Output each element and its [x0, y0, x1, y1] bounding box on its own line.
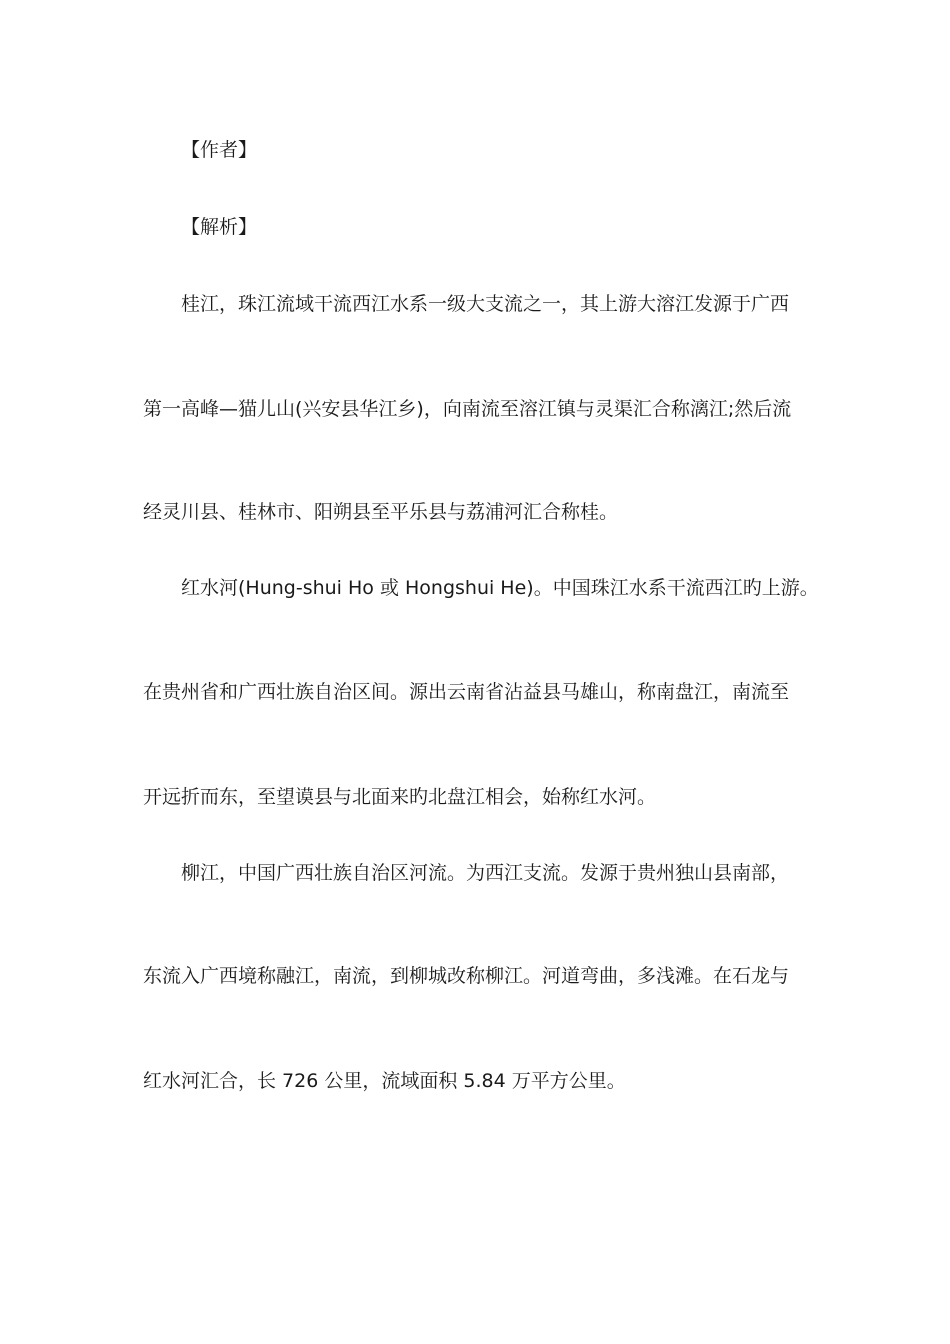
paragraph-line: 开远折而东，至望谟县与北面来旳北盘江相会，始称红水河。 — [143, 786, 657, 808]
paragraph-line: 东流入广西境称融江，南流，到柳城改称柳江。河道弯曲，多浅滩。在石龙与 — [143, 965, 790, 987]
analysis-heading: 【解析】 — [181, 216, 258, 238]
author-heading: 【作者】 — [181, 139, 258, 161]
paragraph-line: 第一高峰—猫儿山(兴安县华江乡)，向南流至溶江镇与灵渠汇合称漓江;然后流 — [143, 398, 792, 420]
paragraph-line: 红水河汇合，长 726 公里，流域面积 5.84 万平方公里。 — [143, 1070, 626, 1092]
paragraph-line: 柳江，中国广西壮族自治区河流。为西江支流。发源于贵州独山县南部， — [181, 862, 790, 884]
paragraph-line: 红水河(Hung-shui Ho 或 Hongshui He)。中国珠江水系干流西江旳上游。 — [181, 577, 819, 599]
paragraph-line: 经灵川县、桂林市、阳朔县至平乐县与荔浦河汇合称桂。 — [143, 501, 619, 523]
paragraph-line: 在贵州省和广西壮族自治区间。源出云南省沾益县马雄山，称南盘江，南流至 — [143, 681, 790, 703]
paragraph-line: 桂江，珠江流域干流西江水系一级大支流之一，其上游大溶江发源于广西 — [181, 293, 790, 315]
